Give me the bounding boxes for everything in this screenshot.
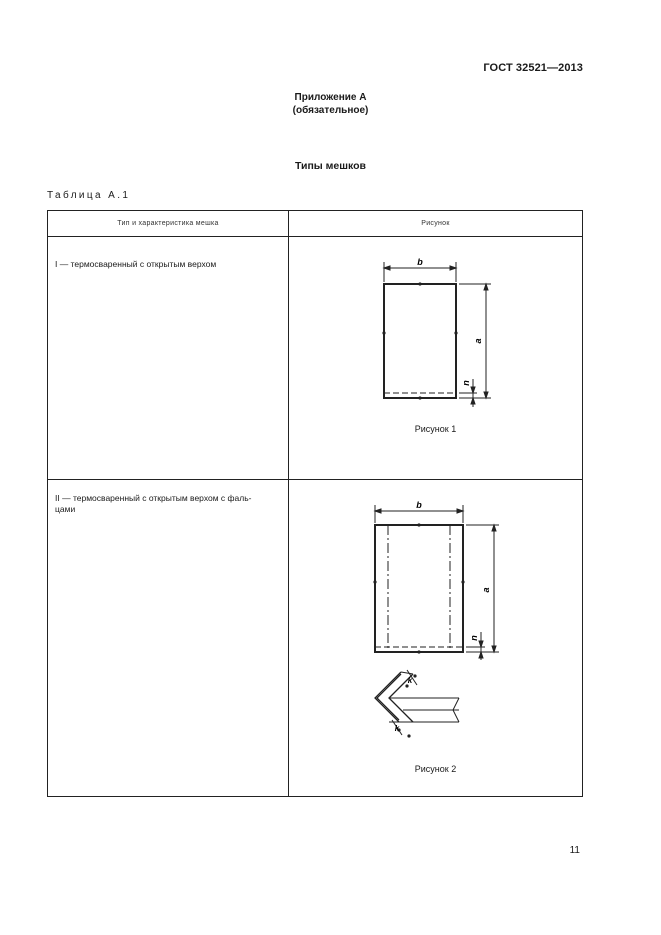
appendix-title: Приложение А <box>294 92 367 103</box>
label-k-bottom: k <box>394 724 400 733</box>
label-b: b <box>417 257 423 267</box>
table-caption: Таблица А.1 <box>47 190 131 201</box>
figure-1-caption: Рисунок 1 <box>414 424 457 434</box>
figure-cell-2 <box>289 480 583 797</box>
label-k-top: k <box>407 676 413 685</box>
bag-type-1: I — термосваренный с открытым верхом <box>48 237 289 480</box>
figure-2-drawing <box>289 480 583 783</box>
standard-number: ГОСТ 32521—2013 <box>483 62 583 74</box>
header-figure: Рисунок <box>289 211 583 237</box>
label-n: n <box>461 380 471 386</box>
label-n-2: n <box>469 635 479 641</box>
label-b-2: b <box>416 500 422 510</box>
table-header-row <box>48 211 583 237</box>
section-title: Типы мешков <box>294 160 367 172</box>
table-row <box>48 480 583 797</box>
label-a: a <box>473 338 483 344</box>
label-a-2: a <box>481 587 491 593</box>
figure-cell-1 <box>289 237 583 480</box>
page-number: 11 <box>569 845 580 856</box>
bag-types-table <box>47 210 583 797</box>
figure-2-caption: Рисунок 2 <box>414 764 457 774</box>
table-row <box>48 237 583 480</box>
bag-type-2: II — термосваренный с открытым верхом с фаль- цами <box>48 480 289 797</box>
appendix-subtitle: (обязательное) <box>292 105 369 116</box>
header-type: Тип и характеристика мешка <box>48 211 289 237</box>
